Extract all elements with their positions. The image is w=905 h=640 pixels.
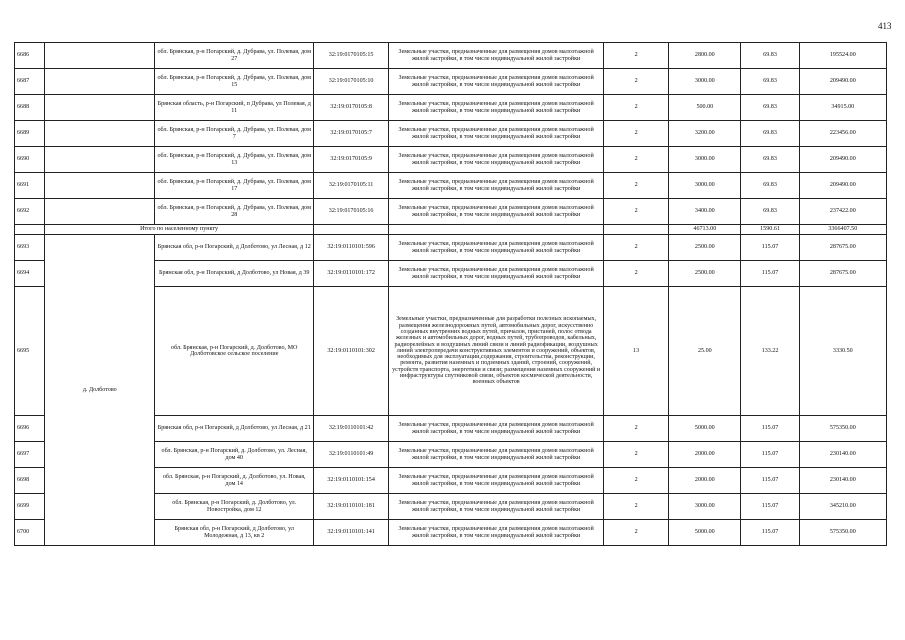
cadastral-value: 237422.00: [799, 199, 886, 225]
table-row: [15, 199, 887, 225]
land-use: Земельные участки, предназначенные для размещения домов малоэтажной жилой застройки, в том числе индивидуальной жилой застройки: [389, 121, 604, 147]
rate: 115.07: [741, 442, 799, 468]
cadastral-value: 287675.00: [799, 261, 886, 287]
row-number: 6693: [15, 235, 45, 261]
rate: 69.83: [741, 121, 799, 147]
cadastral-value: 230140.00: [799, 442, 886, 468]
total-empty-cell: [15, 225, 45, 235]
total-area: 46713.00: [669, 225, 741, 235]
address: обл. Брянская, р-н Погарский, д. Долботово, ул. Новостройка, дом 12: [155, 494, 314, 520]
group-code: 2: [603, 442, 668, 468]
cadastral-value: 575350.00: [799, 520, 886, 546]
settlement-empty-cell: [45, 43, 155, 69]
area: 500.00: [669, 95, 741, 121]
cadastral-number: 32:19:0170105:7: [314, 121, 389, 147]
area: 5000.00: [669, 520, 741, 546]
group-code: 2: [603, 121, 668, 147]
row-number: 6686: [15, 43, 45, 69]
page-number: 413: [878, 21, 892, 31]
cadastral-value: 223456.00: [799, 121, 886, 147]
address: обл. Брянская, р-н Погарский, д. Долботово, МО Долботовское сельское поселение: [155, 287, 314, 416]
row-number: 6690: [15, 147, 45, 173]
rate: 69.83: [741, 95, 799, 121]
row-number: 6696: [15, 416, 45, 442]
rate: 115.07: [741, 235, 799, 261]
group-code: 2: [603, 173, 668, 199]
cadastral-value: 209490.00: [799, 147, 886, 173]
cadastral-number: 32:19:0170105:11: [314, 173, 389, 199]
cadastral-number: 32:19:0110101:596: [314, 235, 389, 261]
cadastral-number: 32:19:0110101:302: [314, 287, 389, 416]
cadastral-number: 32:19:0110101:172: [314, 261, 389, 287]
area: 3000.00: [669, 494, 741, 520]
total-rate: 1590.61: [741, 225, 799, 235]
row-number: 6699: [15, 494, 45, 520]
group-code: 2: [603, 199, 668, 225]
area: 3000.00: [669, 147, 741, 173]
cadastral-value: 3330.50: [799, 287, 886, 416]
total-label: Итого по населенному пункту: [45, 225, 314, 235]
group-code: 13: [603, 287, 668, 416]
settlement-empty-cell: [45, 95, 155, 121]
row-number: 6698: [15, 468, 45, 494]
row-number: 6694: [15, 261, 45, 287]
settlement-empty-cell: [45, 69, 155, 95]
table-row: [15, 69, 887, 95]
rate: 69.83: [741, 199, 799, 225]
group-code: 2: [603, 261, 668, 287]
cadastral-value: 230140.00: [799, 468, 886, 494]
cadastral-value: 575350.00: [799, 416, 886, 442]
address: Брянская обл, р-н Погарский, д Долботово, ул Лесная, д 12: [155, 235, 314, 261]
area: 2000.00: [669, 442, 741, 468]
row-number: 6692: [15, 199, 45, 225]
rate: 69.83: [741, 147, 799, 173]
cadastral-number: 32:19:0170105:10: [314, 69, 389, 95]
settlement-empty-cell: [45, 199, 155, 225]
land-use: Земельные участки, предназначенные для размещения домов малоэтажной жилой застройки, в том числе индивидуальной жилой застройки: [389, 235, 604, 261]
rate: 115.07: [741, 520, 799, 546]
land-use: Земельные участки, предназначенные для размещения домов малоэтажной жилой застройки, в том числе индивидуальной жилой застройки: [389, 199, 604, 225]
rate: 133.22: [741, 287, 799, 416]
group-code: 2: [603, 95, 668, 121]
address: Брянская обл, р-н Погарский, д Долботово, ул Лесная, д 21: [155, 416, 314, 442]
area: 2800.00: [669, 43, 741, 69]
row-number: 6700: [15, 520, 45, 546]
area: 2500.00: [669, 261, 741, 287]
area: 3200.00: [669, 121, 741, 147]
address: обл. Брянская, р-н Погарский, д. Дубрава, ул. Полевая, дом 13: [155, 147, 314, 173]
group-code: 2: [603, 520, 668, 546]
row-number: 6689: [15, 121, 45, 147]
row-number: 6695: [15, 287, 45, 416]
cadastral-value: 345210.00: [799, 494, 886, 520]
cadastral-value: 209490.00: [799, 69, 886, 95]
land-use: Земельные участки, предназначенные для размещения домов малоэтажной жилой застройки, в том числе индивидуальной жилой застройки: [389, 520, 604, 546]
land-use: Земельные участки, предназначенные для размещения домов малоэтажной жилой застройки, в том числе индивидуальной жилой застройки: [389, 95, 604, 121]
rate: 115.07: [741, 416, 799, 442]
table-body-dubrava: [15, 43, 887, 225]
row-number: 6688: [15, 95, 45, 121]
table-row: [15, 173, 887, 199]
address: обл. Брянская, р-н Погарский, д. Долботово, ул. Новая, дом 14: [155, 468, 314, 494]
cadastral-value: 34915.00: [799, 95, 886, 121]
group-code: 2: [603, 235, 668, 261]
row-number: 6691: [15, 173, 45, 199]
land-use: Земельные участки, предназначенные для разработки полезных ископаемых, размещения железнодорожных путей, автомобильных дорог, искусственно созданных внутренних водных путей, причалов, пристаней, полос отвода железных и автомобильных дорог, водных путей, трубопроводов, кабельных, радиорелейных и воздушных линий связи и линий радиофикации, воздушных линий электропередачи конструктивных элементов и сооружений, объектов, необходимых для эксплуатации,содержания, строительства, реконструкции, ремонта, развития наземных и подземных зданий, строений, сооружений, устройств транспорта, энергетики и связи; размещения наземных сооружений и инфраструктуры спутниковой связи, объектов космической деятельности, военных объектов: [389, 287, 604, 416]
address: обл. Брянская, р-н Погарский, д. Дубрава, ул. Полевая, дом 27: [155, 43, 314, 69]
total-empty-cell: [389, 225, 604, 235]
total-empty-cell: [314, 225, 389, 235]
cadastral-number: 32:19:0170105:15: [314, 43, 389, 69]
rate: 115.07: [741, 494, 799, 520]
land-use: Земельные участки, предназначенные для размещения домов малоэтажной жилой застройки, в том числе индивидуальной жилой застройки: [389, 494, 604, 520]
land-use: Земельные участки, предназначенные для размещения домов малоэтажной жилой застройки, в том числе индивидуальной жилой застройки: [389, 468, 604, 494]
address: Брянская обл, р-н Погарский, д Долботово, ул Молодежная, д 13, кв 2: [155, 520, 314, 546]
address: обл. Брянская, р-н Погарский, д. Дубрава, ул. Полевая, дом 7: [155, 121, 314, 147]
settlement-name: д. Долботово: [45, 235, 155, 546]
cadastral-number: 32:19:0170105:9: [314, 147, 389, 173]
area: 3000.00: [669, 173, 741, 199]
table-row: [15, 121, 887, 147]
land-use: Земельные участки, предназначенные для размещения домов малоэтажной жилой застройки, в том числе индивидуальной жилой застройки: [389, 261, 604, 287]
table-row: [15, 235, 887, 261]
total-empty-cell: [603, 225, 668, 235]
group-code: 2: [603, 494, 668, 520]
table-row: [15, 95, 887, 121]
rate: 69.83: [741, 43, 799, 69]
rate: 69.83: [741, 69, 799, 95]
rate: 115.07: [741, 261, 799, 287]
settlement-empty-cell: [45, 173, 155, 199]
settlement-empty-cell: [45, 147, 155, 173]
area: 2000.00: [669, 468, 741, 494]
address: обл. Брянская, р-н Погарский, д. Долботово, ул. Лесная, дом 40: [155, 442, 314, 468]
total-section: [15, 225, 887, 235]
cadastral-number: 32:19:0170105:8: [314, 95, 389, 121]
land-use: Земельные участки, предназначенные для размещения домов малоэтажной жилой застройки, в том числе индивидуальной жилой застройки: [389, 416, 604, 442]
cadastral-number: 32:19:0170105:16: [314, 199, 389, 225]
area: 3000.00: [669, 69, 741, 95]
area: 25.00: [669, 287, 741, 416]
group-code: 2: [603, 468, 668, 494]
settlement-empty-cell: [45, 121, 155, 147]
address: обл. Брянская, р-н Погарский, д. Дубрава, ул. Полевая, дом 28: [155, 199, 314, 225]
cadastral-value: 287675.00: [799, 235, 886, 261]
group-code: 2: [603, 69, 668, 95]
cadastral-number: 32:19:0110101:181: [314, 494, 389, 520]
cadastral-value: 209490.00: [799, 173, 886, 199]
table-body-dolbotovo: [15, 235, 887, 546]
cadastral-number: 32:19:0110101:141: [314, 520, 389, 546]
area: 3400.00: [669, 199, 741, 225]
table-row: [15, 43, 887, 69]
rate: 69.83: [741, 173, 799, 199]
land-use: Земельные участки, предназначенные для размещения домов малоэтажной жилой застройки, в том числе индивидуальной жилой застройки: [389, 442, 604, 468]
address: Брянская область, р-н Погарский, п Дубрава, ул Полевая, д 11: [155, 95, 314, 121]
address: обл. Брянская, р-н Погарский, д. Дубрава, ул. Полевая, дом 15: [155, 69, 314, 95]
row-number: 6697: [15, 442, 45, 468]
cadastral-number: 32:19:0110101:154: [314, 468, 389, 494]
cadastral-number: 32:19:0110101:49: [314, 442, 389, 468]
group-code: 2: [603, 43, 668, 69]
group-code: 2: [603, 147, 668, 173]
land-use: Земельные участки, предназначенные для размещения домов малоэтажной жилой застройки, в том числе индивидуальной жилой застройки: [389, 43, 604, 69]
table-row: [15, 147, 887, 173]
address: обл. Брянская, р-н Погарский, д. Дубрава, ул. Полевая, дом 17: [155, 173, 314, 199]
row-number: 6687: [15, 69, 45, 95]
rate: 115.07: [741, 468, 799, 494]
cadastral-value-table: [14, 42, 887, 546]
land-use: Земельные участки, предназначенные для размещения домов малоэтажной жилой застройки, в том числе индивидуальной жилой застройки: [389, 69, 604, 95]
land-use: Земельные участки, предназначенные для размещения домов малоэтажной жилой застройки, в том числе индивидуальной жилой застройки: [389, 173, 604, 199]
land-use: Земельные участки, предназначенные для размещения домов малоэтажной жилой застройки, в том числе индивидуальной жилой застройки: [389, 147, 604, 173]
area: 5000.00: [669, 416, 741, 442]
total-value: 3366407.50: [799, 225, 886, 235]
cadastral-number: 32:19:0110101:42: [314, 416, 389, 442]
area: 2500.00: [669, 235, 741, 261]
cadastral-value: 195524.00: [799, 43, 886, 69]
settlement-total-row: [15, 225, 887, 235]
group-code: 2: [603, 416, 668, 442]
address: Брянская обл, р-н Погарский, д Долботово, ул Новая, д 39: [155, 261, 314, 287]
